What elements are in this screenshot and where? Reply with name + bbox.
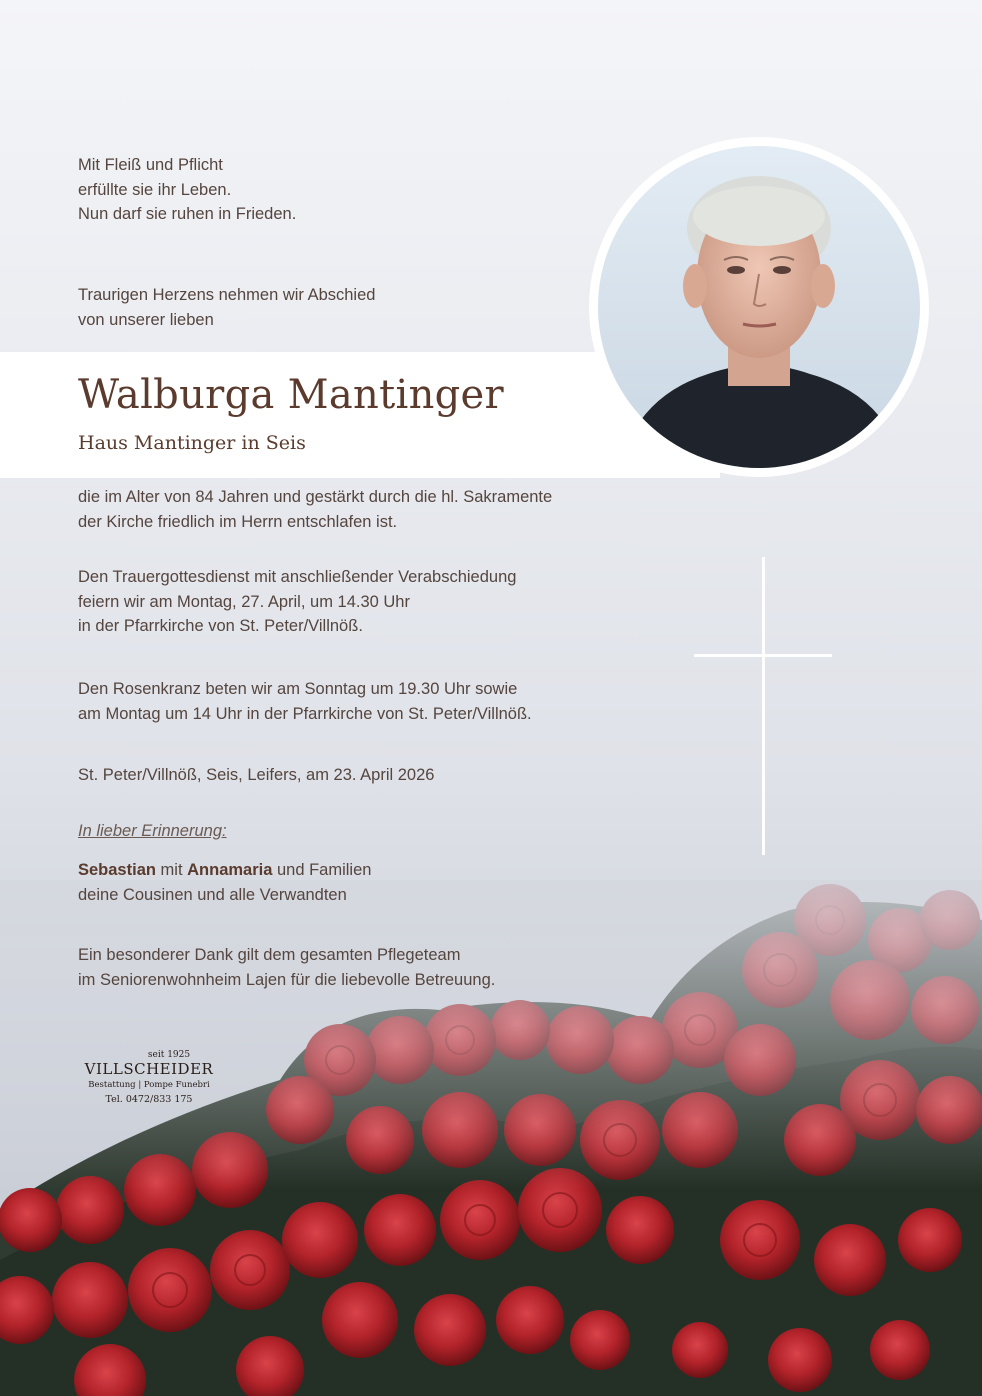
thanks-line: Ein besonderer Dank gilt dem gesamten Pflegeteam [78, 946, 461, 964]
body-line: am Montag um 14 Uhr in der Pfarrkirche von St. Peter/Villnöß. [78, 704, 532, 723]
funeral-home-logo [82, 1050, 216, 1105]
mourner-name: Annamaria [187, 861, 273, 879]
deceased-house: Haus Mantinger in Seis [78, 432, 306, 454]
body-line: in der Pfarrkirche von St. Peter/Villnöß. [78, 617, 363, 635]
mourner-connector: mit [155, 861, 188, 879]
intro-line: Traurigen Herzens nehmen wir Abschied [78, 286, 376, 304]
cross-vertical-bar [762, 557, 765, 855]
death-notice-text [78, 485, 552, 534]
place-date [78, 763, 434, 788]
mourners [78, 858, 371, 907]
funeral-service-text [78, 565, 516, 639]
body-line: feiern wir am Montag, 27. April, um 14.30 Uhr [78, 592, 410, 611]
mourners-line [78, 858, 371, 883]
thanks-line: im Seniorenwohnheim Lajen für die liebevolle Betreuung. [78, 970, 496, 989]
logo-brand: VILLSCHEIDER [84, 1060, 214, 1078]
mourners-line: deine Cousinen und alle Verwandten [78, 885, 347, 904]
portrait-photo [598, 146, 920, 468]
logo-phone: Tel. 0472/833 175 [105, 1094, 193, 1105]
motto-line: Mit Fleiß und Pflicht [78, 156, 223, 174]
deceased-name: Walburga Mantinger [78, 372, 504, 418]
memory-heading-text: In lieber Erinnerung: [78, 822, 227, 840]
body-line: Den Rosenkranz beten wir am Sonntag um 19.30 Uhr sowie [78, 680, 518, 698]
body-line: der Kirche friedlich im Herrn entschlafen ist. [78, 512, 398, 531]
body-line: die im Alter von 84 Jahren und gestärkt durch die hl. Sakramente [78, 488, 553, 506]
thanks-text [78, 943, 495, 992]
cross-horizontal-bar [694, 654, 832, 657]
motto [78, 153, 296, 227]
place-date-line: St. Peter/Villnöß, Seis, Leifers, am 23. April 2026 [78, 766, 435, 784]
intro-line: von unserer lieben [78, 310, 214, 329]
logo-since: seit 1925 [147, 1050, 191, 1060]
intro-text [78, 283, 375, 332]
mourner-rest: und Familien [272, 861, 372, 879]
memory-heading [78, 819, 227, 844]
portrait-frame [589, 137, 929, 477]
motto-line: erfüllte sie ihr Leben. [78, 180, 232, 199]
rosary-text [78, 677, 532, 726]
motto-line: Nun darf sie ruhen in Frieden. [78, 205, 297, 223]
mourner-name: Sebastian [78, 861, 156, 879]
body-line: Den Trauergottesdienst mit anschließender Verabschiedung [78, 568, 517, 586]
logo-subtitle: Bestattung | Pompe Funebri [88, 1080, 210, 1090]
